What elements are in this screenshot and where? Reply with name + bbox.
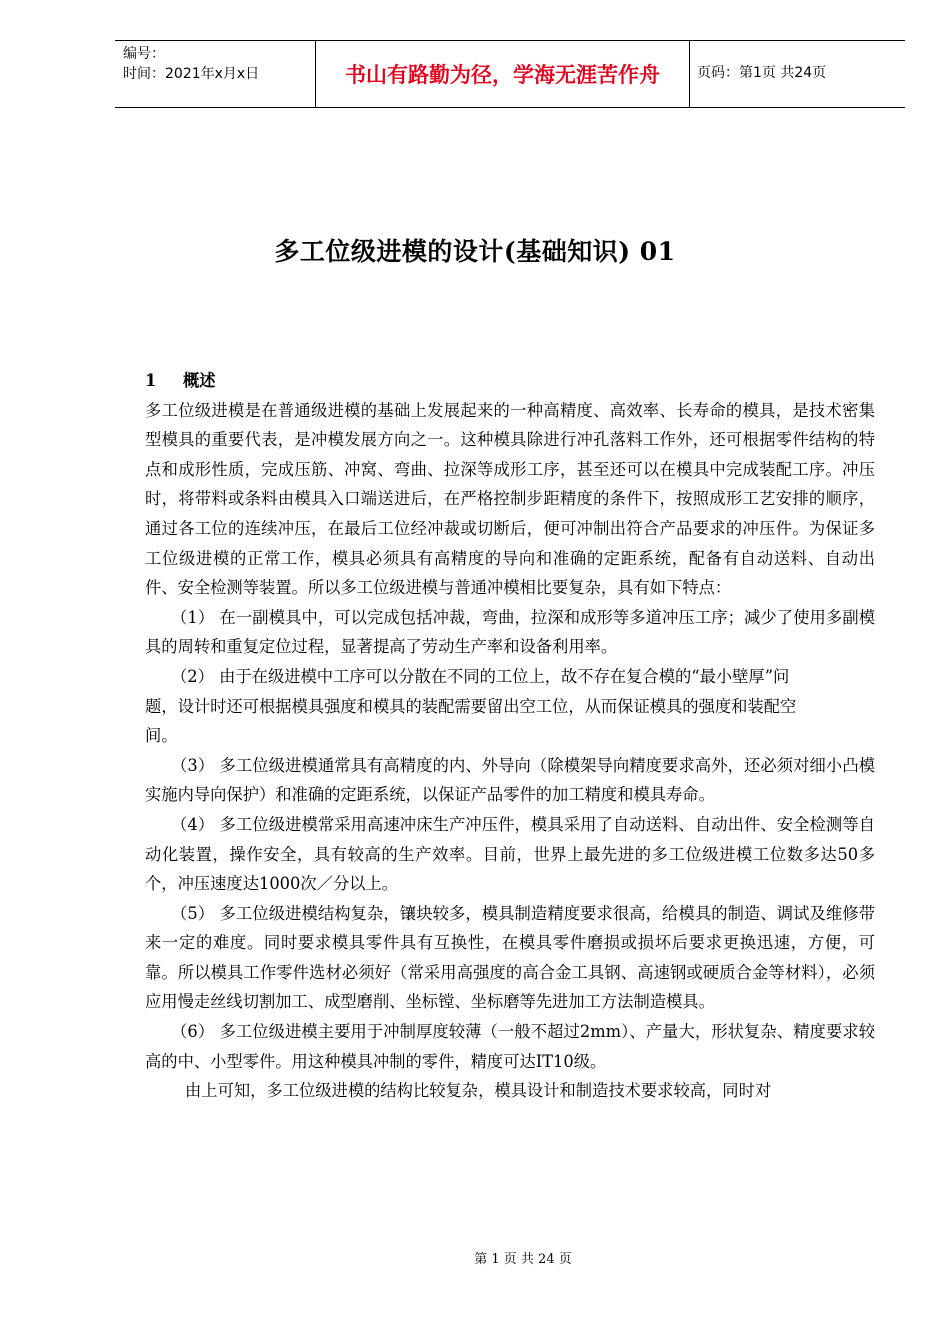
intro-paragraph: 多工位级进模是在普通级进模的基础上发展起来的一种高精度、高效率、长寿命的模具，是技术密集型模具的重要代表，是冲模发展方向之一。这种模具除进行冲孔落料工作外，还可根据零件结构的特点和成形性质，完成压筋、冲窝、弯曲、拉深等成形工序，甚至还可以在模具中完成装配工序。冲压时，将带料或条料由模具入口端送进后，在严格控制步距精度的条件下，按照成形工艺安排的顺序，通过各工位的连续冲压，在最后工位经冲裁或切断后，便可冲制出符合产品要求的冲压件。为保证多工位级进模的正常工作，模具必须具有高精度的导向和准确的定距系统，配备有自动送料、自动出件、安全检测等装置。所以多工位级进模与普通冲模相比要复杂，具有如下特点： (145, 400, 875, 598)
list-item-2-line-3: 间。 (145, 726, 178, 746)
header-meta (123, 44, 313, 84)
list-item-1: （1） 在一副模具中，可以完成包括冲裁，弯曲，拉深和成形等多道冲压工序；减少了使用多副模具的周转和重复定位过程，显著提高了劳动生产率和设备利用率。 (145, 607, 875, 657)
list-item-6: （6） 多工位级进模主要用于冲制厚度较薄（一般不超过2mm）、产量大，形状复杂、精度要求较高的中、小型零件。用这种模具冲制的零件，精度可达IT10级。 (145, 1022, 875, 1071)
list-item-4: （4） 多工位级进模常采用高速冲床生产冲压件，模具采用了自动送料、自动出件、安全检测等自动化装置，操作安全，具有较高的生产效率。目前，世界上最先进的多工位级进模工位数多达50多个，冲压速度达1000次／分以上。 (145, 814, 875, 894)
page-footer: 第 1 页 共 24 页 (474, 1252, 572, 1267)
header-page-info: 页码：第1页 共24页 (697, 65, 827, 81)
header-motto: 书山有路勤为径，学海无涯苦作舟 (315, 41, 690, 107)
section-title: 概述 (183, 371, 216, 390)
time-label: 时间：2021年x月x日 (123, 66, 260, 82)
summary-paragraph: 由上可知，多工位级进模的结构比较复杂，模具设计和制造技术要求较高，同时对 (185, 1081, 772, 1101)
list-item-2-line-2: 题，设计时还可根据模具强度和模具的装配需要留出空工位，从而保证模具的强度和装配空 (145, 696, 797, 716)
list-item-2-line-1: （2） 由于在级进模中工序可以分散在不同的工位上，故不存在复合模的“最小壁厚”问 (171, 666, 790, 686)
document-title: 多工位级进模的设计(基础知识) 01 (274, 237, 676, 266)
page-header (115, 40, 905, 108)
section-heading (145, 366, 875, 396)
section-number: 1 (145, 371, 157, 390)
list-item-5: （5） 多工位级进模结构复杂，镶块较多，模具制造精度要求很高，给模具的制造、调试及维修带来一定的难度。同时要求模具零件具有互换性，在模具零件磨损或损坏后要求更换迅速，方便，可靠。所以模具工作零件选材必须好（常采用高强度的高合金工具钢、高速钢或硬质合金等材料），必须应用慢走丝线切割加工、成型磨削、坐标镗、坐标磨等先进加工方法制造模具。 (145, 903, 875, 1012)
code-label: 编号： (123, 46, 165, 62)
list-item-3: （3） 多工位级进模通常具有高精度的内、外导向（除模架导向精度要求高外，还必须对细小凸模实施内导向保护）和准确的定距系统，以保证产品零件的加工精度和模具寿命。 (145, 755, 875, 805)
document-body (145, 366, 875, 1106)
